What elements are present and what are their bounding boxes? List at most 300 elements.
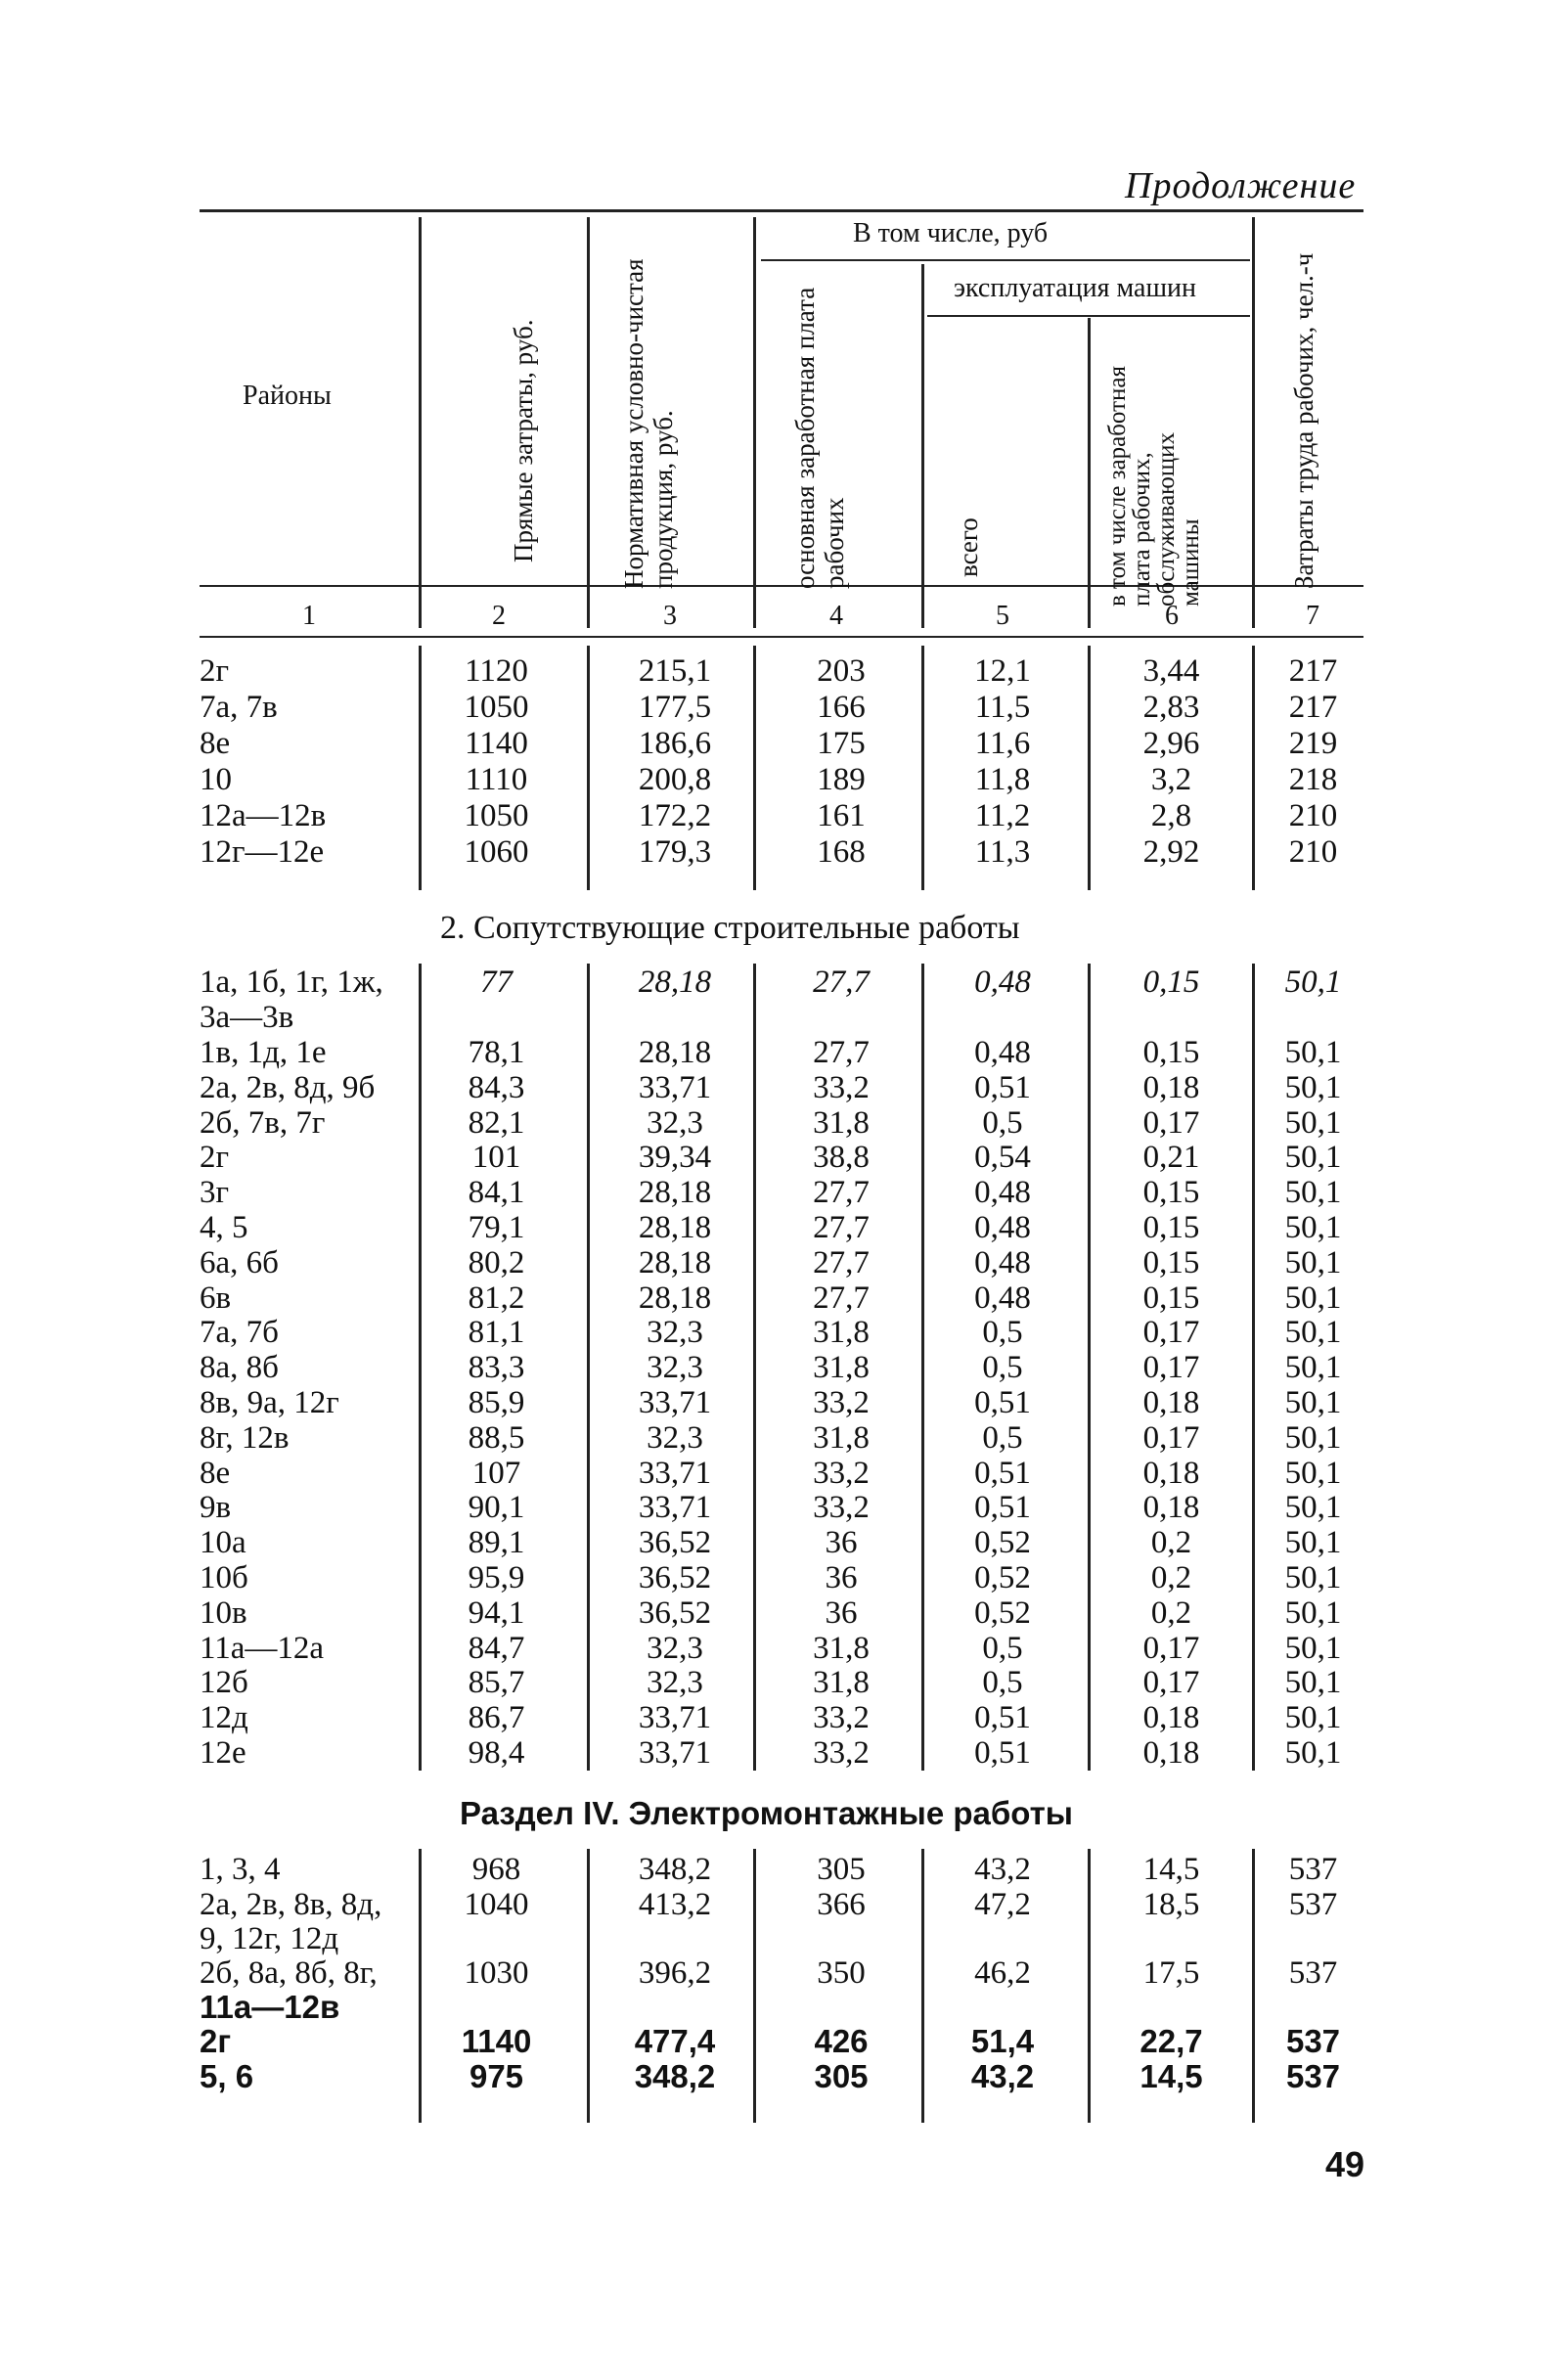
continuation-label: Продолжение — [1125, 165, 1357, 206]
cell-machines: 0,5 — [982, 1665, 1023, 1701]
cell-region: 7а, 7в — [200, 690, 278, 725]
cell-normative: 200,8 — [638, 762, 712, 797]
header-direct-costs: Прямые затраты, руб. — [509, 319, 538, 562]
cell-direct: 80,2 — [468, 1244, 525, 1280]
cell-labor: 50,1 — [1284, 1419, 1342, 1456]
cell-wages: 31,8 — [813, 1315, 870, 1351]
cell-region: 8е — [200, 1455, 231, 1491]
cell-wages: 203 — [817, 653, 866, 689]
cell-labor: 50,1 — [1284, 1594, 1342, 1631]
cell-direct: 90,1 — [468, 1490, 525, 1526]
cell-machine-wages: 0,18 — [1142, 1700, 1200, 1736]
cell-region: 10б — [200, 1560, 248, 1595]
cell-labor: 217 — [1288, 690, 1338, 725]
cell-machines: 0,48 — [974, 965, 1031, 1000]
cell-region: 2б, 7в, 7г — [200, 1104, 326, 1141]
cell-normative: 32,3 — [647, 1350, 703, 1386]
cell-normative: 348,2 — [634, 2058, 716, 2094]
table-row — [0, 2024, 1564, 2059]
colnum-bottom-rule — [200, 636, 1363, 638]
cell-machine-wages: 22,7 — [1139, 2023, 1203, 2059]
table-row — [0, 1852, 1564, 1887]
table-row — [0, 1315, 1564, 1350]
cell-machine-wages: 0,17 — [1142, 1315, 1200, 1351]
table-row — [0, 1456, 1564, 1491]
cell-machines: 11,3 — [974, 834, 1031, 870]
cell-labor: 50,1 — [1284, 1490, 1342, 1526]
cell-wages: 33,2 — [813, 1700, 870, 1736]
cell-machines: 11,2 — [974, 798, 1031, 833]
cell-normative: 36,52 — [638, 1525, 712, 1561]
cell-direct: 86,7 — [468, 1700, 525, 1736]
cell-machine-wages: 0,17 — [1142, 1665, 1200, 1701]
cell-machine-wages: 0,17 — [1142, 1350, 1200, 1386]
table-row — [0, 1175, 1564, 1210]
cell-region: 7а, 7б — [200, 1315, 279, 1351]
cell-region: 10а — [200, 1525, 246, 1561]
cell-machines: 47,2 — [974, 1887, 1031, 1922]
cell-region: 10в — [200, 1594, 247, 1631]
cell-wages: 27,7 — [813, 1244, 870, 1280]
cell-region-cont: 9, 12г, 12д — [200, 1921, 339, 1956]
cell-direct: 79,1 — [468, 1210, 525, 1245]
table-row — [0, 2059, 1564, 2094]
table-row — [0, 1280, 1564, 1316]
cell-direct: 78,1 — [468, 1035, 525, 1070]
cell-machine-wages: 14,5 — [1139, 2058, 1203, 2094]
cell-wages: 305 — [814, 2058, 869, 2094]
table-row — [0, 1595, 1564, 1631]
cell-labor: 50,1 — [1284, 1035, 1342, 1070]
header-machine-operation: эксплуатация машин — [954, 273, 1196, 303]
cell-machine-wages: 0,17 — [1142, 1104, 1200, 1141]
cell-machine-wages: 14,5 — [1142, 1852, 1200, 1887]
header-normative-net — [619, 237, 682, 589]
header-vline-5 — [1088, 318, 1091, 628]
table-row — [0, 726, 1564, 761]
cell-region: 2а, 2в, 8в, 8д, — [200, 1887, 382, 1922]
cell-region: 1а, 1б, 1г, 1ж, — [200, 965, 383, 1000]
cell-machines: 43,2 — [970, 2058, 1035, 2094]
cell-labor: 50,1 — [1284, 1700, 1342, 1736]
cell-direct: 84,1 — [468, 1175, 525, 1211]
cell-direct: 83,3 — [468, 1350, 525, 1386]
cell-labor: 50,1 — [1284, 1069, 1342, 1105]
cell-wages: 27,7 — [813, 965, 870, 1000]
cell-region: 12б — [200, 1665, 248, 1701]
cell-normative: 36,52 — [638, 1594, 712, 1631]
cell-direct: 975 — [469, 2058, 524, 2094]
cell-normative: 36,52 — [638, 1560, 712, 1595]
cell-direct: 88,5 — [468, 1419, 525, 1456]
cell-normative: 33,71 — [638, 1069, 712, 1105]
colnum-5: 5 — [996, 601, 1009, 631]
cell-machine-wages: 0,2 — [1150, 1525, 1192, 1561]
table-row — [0, 1525, 1564, 1560]
cell-region: 8г, 12в — [200, 1419, 290, 1456]
cell-region: 12е — [200, 1735, 246, 1771]
cell-normative: 28,18 — [638, 1244, 712, 1280]
table-row — [0, 690, 1564, 725]
cell-region: 3г — [200, 1175, 230, 1211]
cell-machines: 43,2 — [974, 1852, 1031, 1887]
section2-title: 2. Сопутствующие строительные работы — [440, 910, 1020, 946]
section4-title: Раздел IV. Электромонтажные работы — [460, 1795, 1073, 1831]
cell-wages: 33,2 — [813, 1069, 870, 1105]
cell-normative: 28,18 — [638, 1035, 712, 1070]
cell-wages: 161 — [817, 798, 866, 833]
cell-normative: 39,34 — [638, 1140, 712, 1176]
cell-direct: 85,9 — [468, 1385, 525, 1420]
cell-wages: 27,7 — [813, 1175, 870, 1211]
cell-labor: 210 — [1288, 834, 1338, 870]
table-row — [0, 798, 1564, 833]
cell-machine-wages: 0,18 — [1142, 1385, 1200, 1420]
cell-direct: 81,2 — [468, 1280, 525, 1316]
cell-labor: 50,1 — [1284, 1665, 1342, 1701]
colnum-2: 2 — [492, 601, 506, 631]
cell-normative: 172,2 — [638, 798, 712, 833]
cell-machine-wages: 0,15 — [1142, 1175, 1200, 1211]
table-row — [0, 1631, 1564, 1666]
cell-machines: 0,48 — [974, 1035, 1031, 1070]
cell-wages: 33,2 — [813, 1385, 870, 1420]
colnum-4: 4 — [829, 601, 843, 631]
cell-labor: 537 — [1288, 1955, 1338, 1991]
cell-normative: 33,71 — [638, 1700, 712, 1736]
cell-region: 2г — [200, 1140, 230, 1176]
cell-region: 12д — [200, 1700, 248, 1736]
table-row — [0, 1140, 1564, 1175]
table-row — [0, 1350, 1564, 1385]
cell-region: 12г—12е — [200, 834, 325, 870]
cell-direct: 81,1 — [468, 1315, 525, 1351]
cell-direct: 98,4 — [468, 1735, 525, 1771]
cell-machines: 0,48 — [974, 1244, 1031, 1280]
cell-machine-wages: 3,2 — [1150, 762, 1192, 797]
cell-region-cont: 11а—12в — [200, 1989, 340, 2025]
cell-wages: 27,7 — [813, 1035, 870, 1070]
cell-normative: 215,1 — [638, 653, 712, 689]
table-row — [0, 1385, 1564, 1420]
cell-machines: 11,6 — [974, 726, 1031, 761]
page-number: 49 — [1325, 2144, 1365, 2184]
cell-labor: 50,1 — [1284, 1210, 1342, 1245]
table-row — [0, 653, 1564, 689]
cell-normative: 28,18 — [638, 965, 712, 1000]
colnum-7: 7 — [1306, 601, 1319, 631]
cell-normative: 33,71 — [638, 1735, 712, 1771]
cell-direct: 101 — [471, 1140, 521, 1176]
cell-machines: 0,51 — [974, 1700, 1031, 1736]
cell-region: 4, 5 — [200, 1210, 248, 1245]
cell-machines: 0,51 — [974, 1385, 1031, 1420]
cell-machines: 0,54 — [974, 1140, 1031, 1176]
cell-machines: 0,48 — [974, 1210, 1031, 1245]
cell-machine-wages: 0,18 — [1142, 1490, 1200, 1526]
table-row — [0, 1887, 1564, 1922]
header-labor-text: Затраты труда рабочих, чел.-ч — [1289, 252, 1318, 589]
cell-labor: 537 — [1285, 2023, 1341, 2059]
cell-machines: 0,5 — [982, 1104, 1023, 1141]
table-row — [0, 1665, 1564, 1700]
cell-wages: 27,7 — [813, 1280, 870, 1316]
cell-machine-wages: 0,15 — [1142, 965, 1200, 1000]
cell-labor: 50,1 — [1284, 1350, 1342, 1386]
cell-normative: 413,2 — [638, 1887, 712, 1922]
cell-machines: 0,51 — [974, 1455, 1031, 1491]
table-row — [0, 965, 1564, 1000]
cell-direct: 968 — [471, 1852, 521, 1887]
cell-region: 2а, 2в, 8д, 9б — [200, 1069, 376, 1105]
cell-labor: 50,1 — [1284, 1525, 1342, 1561]
cell-machines: 0,48 — [974, 1175, 1031, 1211]
cell-normative: 177,5 — [638, 690, 712, 725]
cell-machines: 0,52 — [974, 1525, 1031, 1561]
cell-direct: 1060 — [464, 834, 529, 870]
cell-normative: 28,18 — [638, 1175, 712, 1211]
cell-machine-wages: 0,15 — [1142, 1035, 1200, 1070]
cell-direct: 77 — [480, 965, 513, 1000]
cell-labor: 218 — [1288, 762, 1338, 797]
cell-wages: 38,8 — [813, 1140, 870, 1176]
cell-machine-wages: 0,2 — [1150, 1560, 1192, 1595]
cell-normative: 28,18 — [638, 1280, 712, 1316]
cell-normative: 28,18 — [638, 1210, 712, 1245]
cell-labor: 50,1 — [1284, 1104, 1342, 1141]
cell-machines: 11,8 — [974, 762, 1031, 797]
cell-machine-wages: 0,17 — [1142, 1419, 1200, 1456]
header-basic-wages-text: основная заработная плата рабочих — [790, 287, 849, 589]
cell-direct: 89,1 — [468, 1525, 525, 1561]
cell-machine-wages: 2,96 — [1142, 726, 1200, 761]
cell-labor: 50,1 — [1284, 1315, 1342, 1351]
cell-wages: 166 — [817, 690, 866, 725]
header-vline-2 — [587, 217, 590, 628]
cell-region: 1, 3, 4 — [200, 1852, 281, 1887]
cell-normative: 32,3 — [647, 1630, 703, 1666]
table-row — [0, 762, 1564, 797]
cell-machines: 0,52 — [974, 1560, 1031, 1595]
cell-normative: 33,71 — [638, 1490, 712, 1526]
cell-region: 8в, 9а, 12г — [200, 1385, 339, 1420]
cell-labor: 219 — [1288, 726, 1338, 761]
cell-direct: 85,7 — [468, 1665, 525, 1701]
cell-region: 2г — [200, 2023, 232, 2059]
header-vline-1 — [419, 217, 422, 628]
table-row — [0, 1210, 1564, 1245]
cell-direct: 1030 — [464, 1955, 529, 1991]
header-vline-6 — [1252, 217, 1255, 628]
table-row — [0, 1735, 1564, 1771]
cell-region: 8е — [200, 726, 231, 761]
header-total: всего — [954, 517, 983, 577]
cell-machine-wages: 3,44 — [1142, 653, 1200, 689]
cell-wages: 31,8 — [813, 1419, 870, 1456]
header-incl-wages-text: в том числе заработная плата рабочих, обслуживающих машины — [1104, 366, 1204, 606]
cell-machines: 11,5 — [974, 690, 1031, 725]
cell-labor: 217 — [1288, 653, 1338, 689]
cell-region: 9в — [200, 1490, 232, 1526]
table-row — [0, 1035, 1564, 1070]
cell-region: 12а—12в — [200, 798, 327, 833]
colnum-3: 3 — [663, 601, 677, 631]
cell-direct: 1110 — [465, 762, 528, 797]
cell-labor: 50,1 — [1284, 1385, 1342, 1420]
cell-machine-wages: 2,83 — [1142, 690, 1200, 725]
cell-direct: 82,1 — [468, 1104, 525, 1141]
table-row — [0, 1490, 1564, 1525]
cell-labor: 50,1 — [1284, 1140, 1342, 1176]
cell-machines: 51,4 — [970, 2023, 1035, 2059]
cell-direct: 84,3 — [468, 1069, 525, 1105]
cell-normative: 32,3 — [647, 1104, 703, 1141]
cell-direct: 94,1 — [468, 1594, 525, 1631]
cell-normative: 32,3 — [647, 1419, 703, 1456]
table-row — [0, 1105, 1564, 1141]
cell-labor: 50,1 — [1284, 1175, 1342, 1211]
cell-wages: 33,2 — [813, 1735, 870, 1771]
cell-machines: 0,51 — [974, 1069, 1031, 1105]
cell-wages: 36 — [825, 1525, 858, 1561]
cell-wages: 27,7 — [813, 1210, 870, 1245]
cell-labor: 50,1 — [1284, 965, 1342, 1000]
cell-region: 6а, 6б — [200, 1244, 279, 1280]
cell-machines: 0,51 — [974, 1490, 1031, 1526]
cell-wages: 31,8 — [813, 1630, 870, 1666]
cell-normative: 33,71 — [638, 1455, 712, 1491]
cell-labor: 50,1 — [1284, 1560, 1342, 1595]
cell-wages: 33,2 — [813, 1455, 870, 1491]
table-row — [0, 834, 1564, 870]
cell-machine-wages: 0,18 — [1142, 1455, 1200, 1491]
cell-machine-wages: 0,18 — [1142, 1735, 1200, 1771]
cell-labor: 50,1 — [1284, 1280, 1342, 1316]
cell-machine-wages: 0,17 — [1142, 1630, 1200, 1666]
header-normative-net-text: Нормативная условно-чистая продукция, руб. — [619, 258, 678, 589]
header-including: В том числе, руб — [853, 218, 1049, 248]
table-row — [0, 1420, 1564, 1456]
cell-normative: 179,3 — [638, 834, 712, 870]
cell-machine-wages: 0,18 — [1142, 1069, 1200, 1105]
table-row — [0, 1955, 1564, 1991]
cell-wages: 426 — [814, 2023, 869, 2059]
cell-region: 5, 6 — [200, 2058, 254, 2094]
cell-wages: 168 — [817, 834, 866, 870]
table-row — [0, 1070, 1564, 1105]
cell-machines: 0,5 — [982, 1419, 1023, 1456]
cell-machine-wages: 0,15 — [1142, 1280, 1200, 1316]
cell-region: 10 — [200, 762, 232, 797]
cell-direct: 84,7 — [468, 1630, 525, 1666]
cell-wages: 175 — [817, 726, 866, 761]
cell-normative: 33,71 — [638, 1385, 712, 1420]
cell-machines: 46,2 — [974, 1955, 1031, 1991]
cell-wages: 36 — [825, 1594, 858, 1631]
cell-machine-wages: 2,8 — [1150, 798, 1192, 833]
cell-labor: 537 — [1288, 1852, 1338, 1887]
cell-machines: 12,1 — [974, 653, 1031, 689]
cell-direct: 1050 — [464, 798, 529, 833]
cell-machine-wages: 0,21 — [1142, 1140, 1200, 1176]
header-regions: Районы — [243, 381, 332, 411]
cell-labor: 50,1 — [1284, 1455, 1342, 1491]
cell-labor: 50,1 — [1284, 1630, 1342, 1666]
cell-machines: 0,5 — [982, 1350, 1023, 1386]
top-rule — [200, 209, 1363, 212]
cell-region: 6в — [200, 1280, 232, 1316]
cell-machine-wages: 0,15 — [1142, 1210, 1200, 1245]
cell-direct: 1140 — [461, 2023, 532, 2059]
cell-wages: 31,8 — [813, 1350, 870, 1386]
cell-direct: 1040 — [464, 1887, 529, 1922]
cell-normative: 348,2 — [638, 1852, 712, 1887]
cell-normative: 477,4 — [634, 2023, 716, 2059]
cell-direct: 107 — [471, 1455, 521, 1491]
header-vline-4 — [921, 264, 924, 628]
header-vline-3 — [753, 217, 756, 628]
cell-wages: 31,8 — [813, 1104, 870, 1141]
table-row — [0, 1245, 1564, 1280]
cell-normative: 396,2 — [638, 1955, 712, 1991]
cell-region: 2б, 8а, 8б, 8г, — [200, 1955, 378, 1991]
cell-machines: 0,48 — [974, 1280, 1031, 1316]
cell-direct: 1120 — [465, 653, 528, 689]
cell-machines: 0,52 — [974, 1594, 1031, 1631]
header-incl-wages — [1105, 352, 1203, 606]
cell-machine-wages: 0,2 — [1150, 1594, 1192, 1631]
table-row — [0, 1560, 1564, 1595]
cell-wages: 350 — [817, 1955, 866, 1991]
cell-normative: 32,3 — [647, 1315, 703, 1351]
cell-wages: 189 — [817, 762, 866, 797]
cell-direct: 1140 — [465, 726, 528, 761]
cell-machine-wages: 18,5 — [1142, 1887, 1200, 1922]
colnum-6: 6 — [1165, 601, 1179, 631]
header-basic-wages — [790, 237, 853, 589]
colnum-1: 1 — [302, 601, 316, 631]
cell-region: 2г — [200, 653, 230, 689]
cell-normative: 32,3 — [647, 1665, 703, 1701]
cell-region: 11а—12а — [200, 1630, 325, 1666]
cell-wages: 36 — [825, 1560, 858, 1595]
cell-machine-wages: 0,15 — [1142, 1244, 1200, 1280]
table-row-continuation — [0, 1921, 1564, 1956]
cell-wages: 33,2 — [813, 1490, 870, 1526]
cell-wages: 366 — [817, 1887, 866, 1922]
cell-machine-wages: 2,92 — [1142, 834, 1200, 870]
cell-region-cont: 3а—3в — [200, 1000, 294, 1035]
cell-region: 1в, 1д, 1е — [200, 1035, 327, 1070]
cell-labor: 537 — [1285, 2058, 1341, 2094]
cell-region: 8а, 8б — [200, 1350, 279, 1386]
cell-normative: 186,6 — [638, 726, 712, 761]
cell-labor: 50,1 — [1284, 1244, 1342, 1280]
table-row-continuation — [0, 1000, 1564, 1035]
table-row-continuation — [0, 1990, 1564, 2025]
cell-direct: 95,9 — [468, 1560, 525, 1595]
cell-labor: 537 — [1288, 1887, 1338, 1922]
cell-machines: 0,5 — [982, 1630, 1023, 1666]
cell-wages: 31,8 — [813, 1665, 870, 1701]
cell-machines: 0,5 — [982, 1315, 1023, 1351]
cell-direct: 1050 — [464, 690, 529, 725]
table-row — [0, 1700, 1564, 1735]
cell-labor: 210 — [1288, 798, 1338, 833]
header-labor — [1289, 237, 1352, 589]
cell-labor: 50,1 — [1284, 1735, 1342, 1771]
cell-machine-wages: 17,5 — [1142, 1955, 1200, 1991]
